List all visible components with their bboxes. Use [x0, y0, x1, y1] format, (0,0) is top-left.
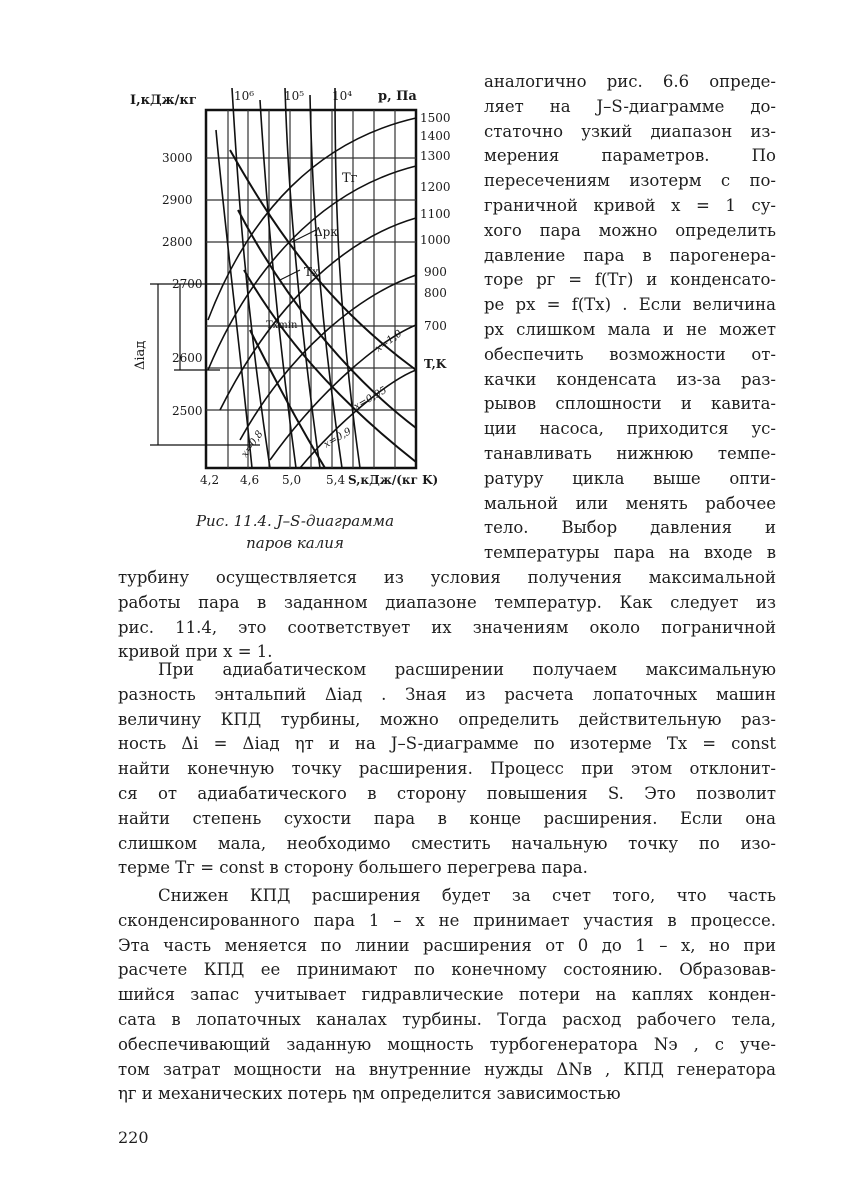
- text-line: аналогично рис. 6.6 опреде-: [484, 72, 776, 91]
- text-line: работы пара в заданном диапазоне температур. Как следует из: [118, 592, 776, 612]
- x-tick: 4,6: [240, 473, 260, 487]
- curve-label-dpk: Δpк: [314, 225, 338, 239]
- text-line: ции насоса, приходится ус-: [484, 419, 776, 439]
- t-axis-label: T,K: [424, 357, 447, 371]
- text-line: танавливать нижнюю темпе-: [484, 443, 776, 463]
- t-tick: 1100: [420, 207, 451, 221]
- text-line: рис. 11.4, это соответствует их значениям около пограничной: [118, 617, 776, 637]
- x-tick: 5,4: [326, 473, 346, 487]
- text-line: величину КПД турбины, можно определить действительную раз-: [118, 709, 776, 729]
- page-number: 220: [118, 1128, 149, 1147]
- curve-label-x095: x=0,95: [352, 384, 389, 413]
- text-line: При адиабатическом расширении получаем максимальную: [158, 660, 776, 679]
- text-line: ре pх = f(Tх) . Если величина: [484, 295, 776, 315]
- p-axis-label: p, Па: [378, 89, 417, 104]
- text-line: найти конечную точку расширения. Процесс при этом отклонит-: [118, 759, 776, 779]
- y-tick: 2900: [162, 193, 193, 207]
- curve-label-x09: x=0,9: [322, 426, 354, 451]
- text-line: ηг и механических потерь ηм определится зависимостью: [118, 1084, 621, 1104]
- text-line: пересечениям изотерм с по-: [484, 171, 776, 191]
- paragraph-2: [118, 658, 776, 881]
- y-tick: 2500: [172, 404, 203, 418]
- text-line: ность Δi = Δiад ηт и на J–S-диаграмме по изотерме Tх = const: [118, 734, 776, 754]
- curve-label-x08: x=0,8: [239, 428, 266, 460]
- y-tick: 3000: [162, 151, 193, 165]
- text-line: разность энтальпий Δiад . Зная из расчета лопаточных машин: [118, 684, 776, 704]
- text-line: кривой при x = 1.: [118, 642, 273, 662]
- figure-caption: [160, 510, 430, 554]
- text-line: терме Tг = const в сторону большего перегрева пара.: [118, 858, 588, 878]
- text-line: расчете КПД ее принимают по конечному состоянию. Образовав-: [118, 960, 776, 980]
- y-axis-label: I,кДж/кг: [130, 93, 197, 108]
- caption-line: паров калия: [246, 534, 344, 552]
- text-line: ляет на J–S-диаграмме до-: [484, 96, 776, 116]
- text-line: обеспечивающий заданную мощность турбогенератора Nэ , с уче-: [118, 1034, 776, 1054]
- t-tick: 1000: [420, 233, 451, 247]
- isobar-curves: [216, 88, 360, 468]
- t-tick: 1300: [420, 149, 451, 163]
- curve-label-tg: Tг: [342, 171, 358, 186]
- text-line: Эта часть меняется по линии расширения от 0 до 1 – x, но при: [118, 935, 776, 955]
- y-tick: 2600: [172, 351, 203, 365]
- text-line: тело. Выбор давления и: [484, 518, 776, 538]
- t-tick: 1500: [420, 111, 451, 125]
- text-line: сата в лопаточных каналах турбины. Тогда расход рабочего тела,: [118, 1009, 776, 1029]
- text-line: мальной или менять рабочее: [484, 493, 776, 513]
- text-line: слишком мала, необходимо сместить начальную точку по изо-: [118, 833, 776, 853]
- curve-label-tx: Tх: [304, 265, 319, 279]
- t-tick: 700: [424, 319, 447, 333]
- text-line: температуры пара на входе в: [484, 543, 776, 563]
- text-line: мерения параметров. По: [484, 146, 776, 166]
- t-tick: 800: [424, 286, 447, 300]
- text-line: ся от адиабатического в сторону повышения S. Это позволит: [118, 783, 776, 803]
- curve-label-x10: x=1,0: [373, 328, 405, 355]
- diagram-svg: [120, 70, 470, 560]
- text-line: сконденсированного пара 1 – x не принимает участия в процессе.: [118, 910, 776, 930]
- text-line: том затрат мощности на внутренние нужды ΔNв , КПД генератора: [118, 1059, 776, 1079]
- text-line: качки конденсата из-за раз-: [484, 369, 776, 389]
- p-tick: 10⁶: [234, 89, 255, 103]
- x-axis-label: S,кДж/(кг K): [348, 473, 439, 487]
- text-line: найти степень сухости пара в конце расширения. Если она: [118, 808, 776, 828]
- x-tick: 4,2: [200, 473, 220, 487]
- text-line: шийся запас учитывает гидравлические потери на каплях конден-: [118, 985, 776, 1005]
- text-line: хого пара можно определить: [484, 220, 776, 240]
- p-tick: 10⁴: [332, 89, 353, 103]
- y-tick: 2700: [172, 277, 203, 291]
- text-line: обеспечить возможности от-: [484, 344, 776, 364]
- curve-label-txmin: Tхmin: [266, 320, 298, 331]
- side-column-text: [484, 70, 776, 566]
- t-tick: 900: [424, 265, 447, 279]
- paragraph-3: [118, 884, 776, 1107]
- text-line: статочно узкий диапазон из-: [484, 121, 776, 141]
- t-tick: 1400: [420, 129, 451, 143]
- text-line: ратуру цикла выше опти-: [484, 468, 776, 488]
- x-tick: 5,0: [282, 473, 302, 487]
- y-tick: 2800: [162, 235, 193, 249]
- text-line: торе pг = f(Tг) и конденсато-: [484, 270, 776, 290]
- text-line: pх слишком мала и не может: [484, 319, 776, 339]
- delta-i-label: Δiад: [133, 340, 148, 370]
- t-tick: 1200: [420, 180, 451, 194]
- text-line: граничной кривой x = 1 су-: [484, 195, 776, 215]
- j-s-diagram: [120, 70, 470, 560]
- text-line: рывов сплошности и кавита-: [484, 394, 776, 414]
- paragraph-1: [118, 566, 776, 665]
- caption-line: Рис. 11.4. J–S-диаграмма: [195, 512, 395, 530]
- text-line: турбину осуществляется из условия получения максимальной: [118, 568, 776, 587]
- text-line: давление пара в парогенера-: [484, 245, 776, 265]
- text-line: Снижен КПД расширения будет за счет того, что часть: [158, 886, 776, 905]
- p-tick: 10⁵: [284, 89, 305, 103]
